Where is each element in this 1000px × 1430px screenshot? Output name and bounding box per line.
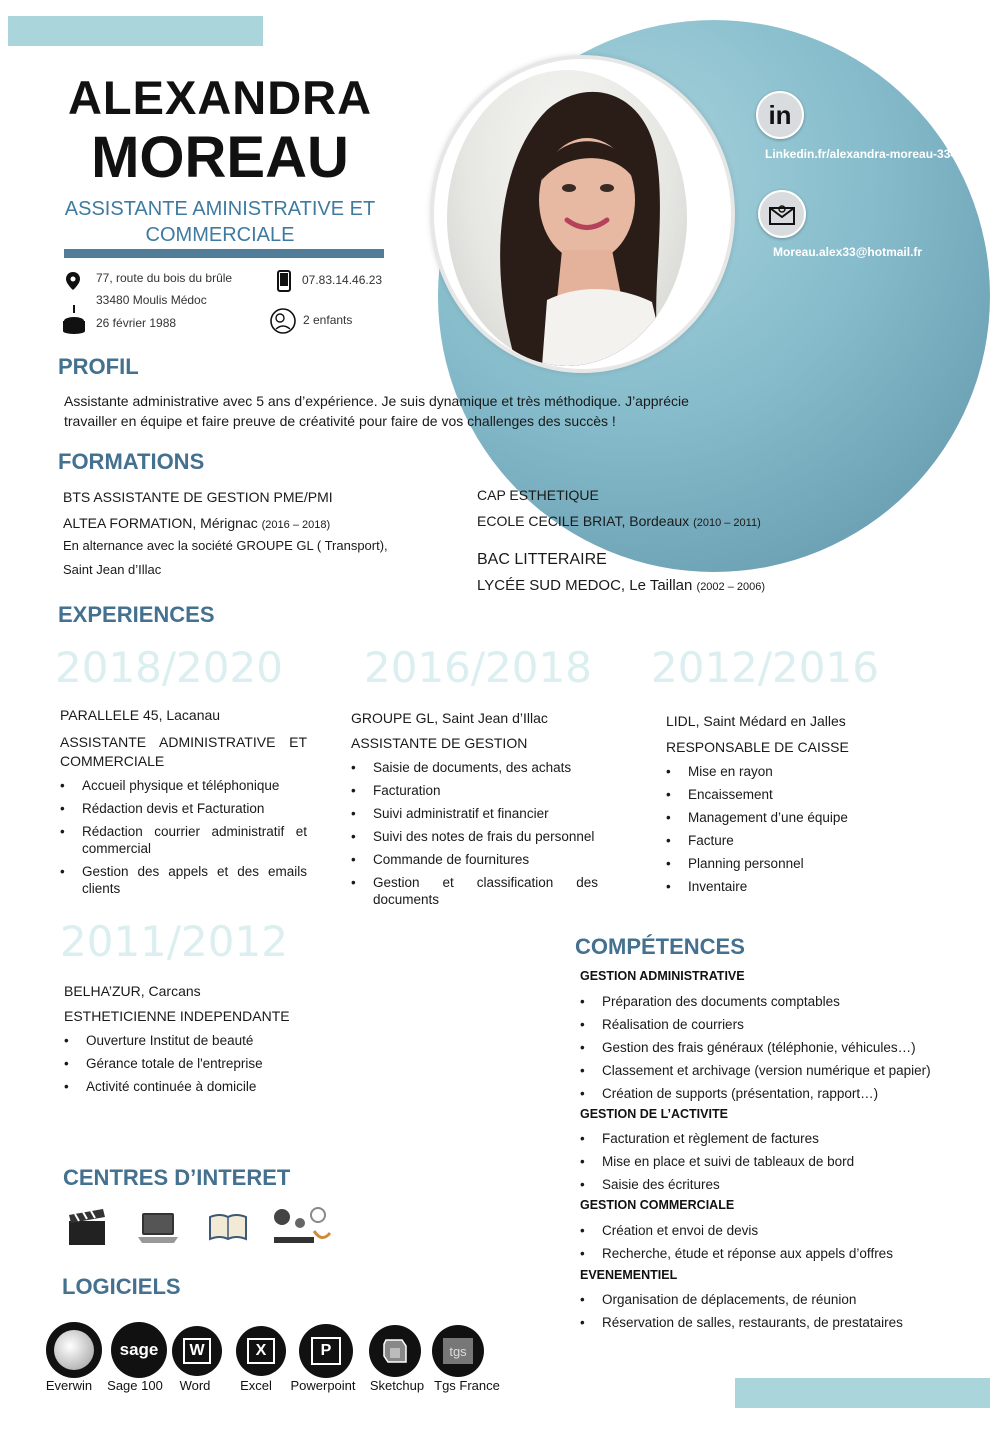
last-name: MOREAU <box>91 125 349 190</box>
list-item: • Suivi administratif et financier <box>351 805 598 822</box>
list-item: • Saisie de documents, des achats <box>351 759 598 776</box>
experience-tasks <box>666 763 926 901</box>
logiciel-label: Excel <box>240 1378 272 1393</box>
experience-years: 2018/2020 <box>55 643 283 692</box>
profil-text-line1: Assistante administrative avec 5 ans d’expérience. Je suis dynamique et très méthodique. J’apprécie <box>64 393 689 409</box>
list-item: • Facturation et règlement de factures <box>580 1130 980 1147</box>
list-item: • Création de supports (présentation, rapport…) <box>580 1085 980 1102</box>
list-item: • Encaissement <box>666 786 926 803</box>
formation-school: ALTEA FORMATION, Mérignac (2016 – 2018) <box>63 515 331 531</box>
competence-group-title: GESTION ADMINISTRATIVE <box>580 969 745 983</box>
list-item: • Réalisation de courriers <box>580 1016 980 1033</box>
logiciel-label: Tgs France <box>434 1378 500 1393</box>
powerpoint-logo-icon: P <box>299 1324 353 1378</box>
title-rule <box>64 249 384 258</box>
competence-group-title: EVENEMENTIEL <box>580 1268 678 1282</box>
book-icon <box>206 1205 250 1249</box>
formation-degree: BTS ASSISTANTE DE GESTION PME/PMI <box>63 489 333 505</box>
experience-company: LIDL, Saint Médard en Jalles <box>666 713 846 729</box>
children-count: 2 enfants <box>303 313 353 327</box>
excel-logo-icon: X <box>236 1326 286 1376</box>
list-item: • Création et envoi de devis <box>580 1222 980 1239</box>
list-item: • Rédaction courrier administratif et commercial <box>60 823 307 857</box>
list-item: • Mise en rayon <box>666 763 926 780</box>
competence-list <box>580 1130 980 1199</box>
tgs-logo-icon: tgs <box>432 1325 484 1377</box>
children-icon <box>268 305 298 342</box>
list-item: • Mise en place et suivi de tableaux de bord <box>580 1153 980 1170</box>
first-name: ALEXANDRA <box>67 71 373 124</box>
experience-tasks <box>60 777 307 903</box>
bottom-accent-bar <box>735 1378 990 1408</box>
experience-company: GROUPE GL, Saint Jean d’Illac <box>351 710 548 726</box>
list-item: • Commande de fournitures <box>351 851 598 868</box>
job-title: ASSISTANTE AMINISTRATIVE ET COMMERCIALE <box>64 198 376 246</box>
experience-role: ESTHETICIENNE INDEPENDANTE <box>64 1008 290 1024</box>
list-item: • Facturation <box>351 782 598 799</box>
list-item: • Gérance totale de l'entreprise <box>64 1055 344 1072</box>
list-item: • Rédaction devis et Facturation <box>60 800 307 817</box>
clapperboard-icon <box>65 1205 109 1249</box>
experience-role: ASSISTANTE DE GESTION <box>351 735 528 751</box>
email-icon[interactable] <box>758 190 806 238</box>
location-pin-icon <box>66 272 80 295</box>
logiciel-label: Everwin <box>45 1378 93 1393</box>
formation-degree: BAC LITTERAIRE <box>477 551 607 568</box>
formation-school: ECOLE CECILE BRIAT, Bordeaux (2010 – 2011) <box>477 513 761 529</box>
profile-photo <box>447 70 687 366</box>
competence-group-title: GESTION DE L’ACTIVITE <box>580 1107 728 1121</box>
list-item: • Activité continuée à domicile <box>64 1078 344 1095</box>
list-item: • Préparation des documents comptables <box>580 993 980 1010</box>
word-logo-icon: W <box>172 1326 222 1376</box>
list-item: • Management d’une équipe <box>666 809 926 826</box>
formation-note: Saint Jean d’Illac <box>63 562 162 577</box>
list-item: • Suivi des notes de frais du personnel <box>351 828 598 845</box>
profil-title: PROFIL <box>58 354 139 379</box>
logiciel-label: Sage 100 <box>107 1378 163 1393</box>
experience-company: BELHA’ZUR, Carcans <box>64 983 201 999</box>
list-item: • Facture <box>666 832 926 849</box>
phone-number: 07.83.14.46.23 <box>302 273 383 287</box>
list-item: • Ouverture Institut de beauté <box>64 1032 344 1049</box>
list-item: • Réservation de salles, restaurants, de prestataires <box>580 1314 980 1331</box>
list-item: • Gestion et classification des documents <box>351 874 598 908</box>
logiciel-label: Word <box>179 1378 211 1393</box>
phone-icon <box>277 270 291 297</box>
experience-years: 2016/2018 <box>364 643 592 692</box>
experience-company: PARALLELE 45, Lacanau <box>60 707 221 723</box>
competences-title: COMPÉTENCES <box>575 934 745 959</box>
experience-role: RESPONSABLE DE CAISSE <box>666 739 849 755</box>
logiciel-label: Sketchup <box>369 1378 425 1393</box>
list-item: • Planning personnel <box>666 855 926 872</box>
fitness-icon <box>270 1203 336 1253</box>
everwin-logo-icon <box>46 1322 102 1378</box>
list-item: • Inventaire <box>666 878 926 895</box>
logiciel-label: Powerpoint <box>290 1378 356 1393</box>
top-accent-bar <box>8 16 263 46</box>
sketchup-logo-icon <box>369 1325 421 1377</box>
competence-group-title: GESTION COMMERCIALE <box>580 1198 735 1212</box>
formations-title: FORMATIONS <box>58 449 205 474</box>
laptop-icon <box>136 1205 180 1249</box>
sage-logo-icon: sage <box>111 1322 167 1378</box>
birthdate: 26 février 1988 <box>96 316 177 330</box>
list-item: • Organisation de déplacements, de réunion <box>580 1291 980 1308</box>
experience-role: ASSISTANTE ADMINISTRATIVE ET COMMERCIALE <box>60 734 307 769</box>
list-item: • Saisie des écritures <box>580 1176 980 1193</box>
interets-title: CENTRES D’INTERET <box>63 1165 291 1190</box>
experience-years: 2012/2016 <box>651 643 879 692</box>
list-item: • Classement et archivage (version numérique et papier) <box>580 1062 980 1079</box>
profil-text-line2: travailler en équipe et faire preuve de créativité pour faire de vos challenges des succès ! <box>64 413 616 429</box>
formation-note: En alternance avec la société GROUPE GL ( Transport), <box>63 538 388 553</box>
list-item: • Accueil physique et téléphonique <box>60 777 307 794</box>
logiciels-title: LOGICIELS <box>62 1274 181 1299</box>
formation-school: LYCÉE SUD MEDOC, Le Taillan (2002 – 2006) <box>477 577 766 594</box>
list-item: • Gestion des frais généraux (téléphonie, véhicules…) <box>580 1039 980 1056</box>
experiences-title: EXPERIENCES <box>58 602 215 627</box>
email-address[interactable]: Moreau.alex33@hotmail.fr <box>773 245 923 259</box>
list-item: • Gestion des appels et des emails clients <box>60 863 307 897</box>
linkedin-icon[interactable]: in <box>756 91 804 139</box>
experience-tasks <box>64 1032 344 1101</box>
experience-tasks <box>351 759 598 914</box>
list-item: • Recherche, étude et réponse aux appels d’offres <box>580 1245 980 1262</box>
address-line1: 77, route du bois du brûle <box>96 271 233 285</box>
experience-years: 2011/2012 <box>60 917 288 966</box>
linkedin-url[interactable]: Linkedin.fr/alexandra-moreau-33480 <box>765 147 971 161</box>
competence-list <box>580 1291 980 1337</box>
formation-degree: CAP ESTHETIQUE <box>477 487 599 503</box>
birthday-cake-icon <box>60 303 88 340</box>
competence-list <box>580 993 980 1108</box>
address-line2: 33480 Moulis Médoc <box>96 293 207 307</box>
competence-list <box>580 1222 980 1268</box>
